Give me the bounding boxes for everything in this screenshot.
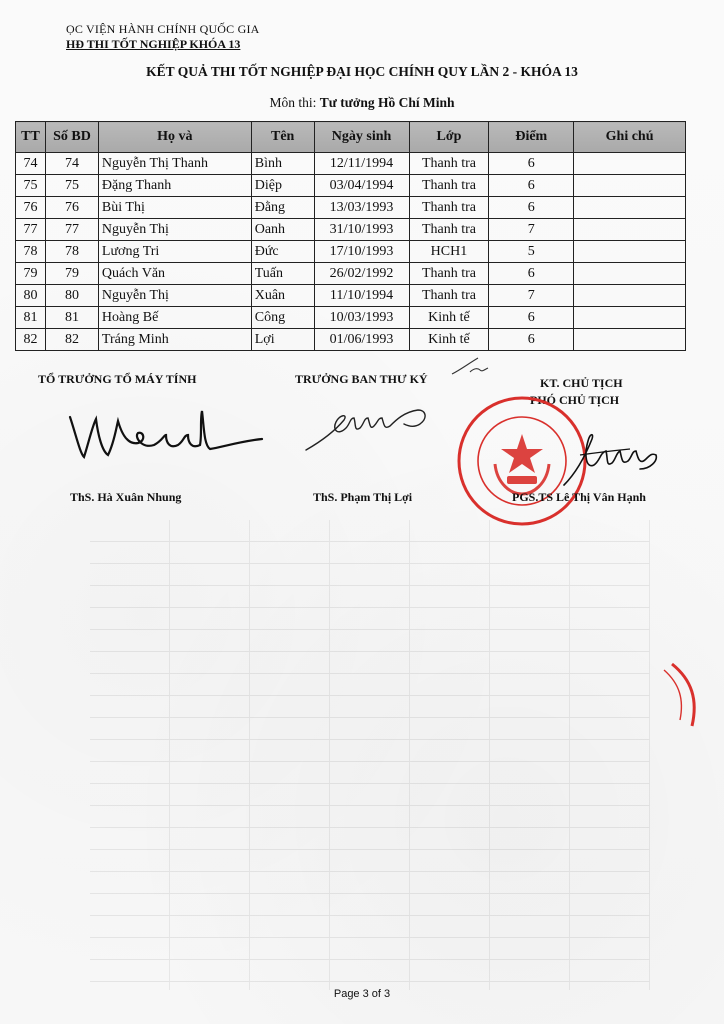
table-cell: 79	[16, 263, 46, 285]
bleed-through-texture	[90, 520, 650, 990]
table-row	[16, 219, 686, 241]
table-cell: Nguyễn Thị Thanh	[98, 153, 251, 175]
table-cell: 03/04/1994	[314, 175, 409, 197]
table-cell	[574, 329, 686, 351]
table-cell	[574, 219, 686, 241]
signer-left-name: ThS. Hà Xuân Nhung	[70, 490, 182, 504]
subject-line	[0, 95, 724, 111]
results-table	[15, 121, 686, 351]
table-row	[16, 329, 686, 351]
table-row	[16, 241, 686, 263]
table-cell: Bùi Thị	[98, 197, 251, 219]
table-cell: 76	[16, 197, 46, 219]
table-cell: Bình	[251, 153, 314, 175]
table-cell: 6	[489, 307, 574, 329]
table-cell: 74	[45, 153, 98, 175]
table-cell	[574, 175, 686, 197]
table-cell: 74	[16, 153, 46, 175]
table-cell: 75	[45, 175, 98, 197]
table-cell: Lợi	[251, 329, 314, 351]
table-cell: 77	[45, 219, 98, 241]
table-cell: 82	[16, 329, 46, 351]
table-cell	[574, 307, 686, 329]
signer-middle-role: TRƯỞNG BAN THƯ KÝ	[295, 372, 428, 386]
column-header: Điểm	[489, 122, 574, 153]
document-title: KẾT QUẢ THI TỐT NGHIỆP ĐẠI HỌC CHÍNH QUY LẦN 2 - KHÓA 13	[146, 64, 578, 79]
table-body	[16, 153, 686, 351]
table-cell: Nguyễn Thị	[98, 219, 251, 241]
table-cell: 6	[489, 263, 574, 285]
subject-label: Môn thi:	[269, 95, 317, 110]
table-cell: Thanh tra	[409, 175, 489, 197]
table-cell: 7	[489, 219, 574, 241]
column-header: Tên	[251, 122, 314, 153]
table-cell: Đằng	[251, 197, 314, 219]
page-number: Page 3 of 3	[333, 988, 391, 1000]
table-row	[16, 175, 686, 197]
table-cell: 6	[489, 175, 574, 197]
column-header: Ghi chú	[574, 122, 686, 153]
table-cell: 10/03/1993	[314, 307, 409, 329]
table-cell	[574, 197, 686, 219]
table-cell: 80	[45, 285, 98, 307]
column-header: Ngày sinh	[314, 122, 409, 153]
table-row	[16, 197, 686, 219]
table-cell: Tráng Minh	[98, 329, 251, 351]
table-cell: 26/02/1992	[314, 263, 409, 285]
table-cell: 31/10/1993	[314, 219, 409, 241]
table-row	[16, 153, 686, 175]
table-cell: Lương Tri	[98, 241, 251, 263]
table-cell: 80	[16, 285, 46, 307]
table-cell: Thanh tra	[409, 263, 489, 285]
table-cell: 78	[45, 241, 98, 263]
signer-right-role-line2: PHÓ CHỦ TỊCH	[530, 393, 620, 407]
table-cell: 13/03/1993	[314, 197, 409, 219]
institution-name: ỌC VIỆN HÀNH CHÍNH QUỐC GIA	[66, 22, 260, 36]
column-header: Số BD	[45, 122, 98, 153]
column-header: TT	[16, 122, 46, 153]
table-cell: Thanh tra	[409, 285, 489, 307]
table-cell: 82	[45, 329, 98, 351]
table-row	[16, 285, 686, 307]
column-header: Họ và	[98, 122, 251, 153]
table-cell: 78	[16, 241, 46, 263]
table-cell: Thanh tra	[409, 153, 489, 175]
seal-fragment-edge-image	[662, 660, 722, 740]
table-cell: 6	[489, 329, 574, 351]
table-cell: 81	[45, 307, 98, 329]
table-cell: Tuấn	[251, 263, 314, 285]
table-cell: 81	[16, 307, 46, 329]
table-cell: Kinh tế	[409, 329, 489, 351]
table-cell	[574, 241, 686, 263]
table-cell: 6	[489, 153, 574, 175]
table-header-row	[16, 122, 686, 153]
table-cell: Oanh	[251, 219, 314, 241]
signer-left-role: TỔ TRƯỞNG TỔ MÁY TÍNH	[38, 372, 197, 386]
signature-left-image	[62, 405, 267, 467]
signer-middle-name: ThS. Phạm Thị Lợi	[313, 490, 413, 504]
table-cell: 75	[16, 175, 46, 197]
table-cell	[574, 153, 686, 175]
table-cell: Quách Văn	[98, 263, 251, 285]
table-cell: Diệp	[251, 175, 314, 197]
table-cell: 5	[489, 241, 574, 263]
table-cell: Xuân	[251, 285, 314, 307]
table-cell: HCH1	[409, 241, 489, 263]
table-cell: 6	[489, 197, 574, 219]
table-cell: Công	[251, 307, 314, 329]
table-cell: 7	[489, 285, 574, 307]
exam-board-name: HĐ THI TỐT NGHIỆP KHÓA 13	[66, 37, 241, 51]
signature-middle-image	[300, 398, 440, 458]
table-cell: 11/10/1994	[314, 285, 409, 307]
table-cell: 77	[16, 219, 46, 241]
table-cell: 01/06/1993	[314, 329, 409, 351]
table-cell: Hoàng Bế	[98, 307, 251, 329]
table-cell: Đức	[251, 241, 314, 263]
signer-right-role-line1: KT. CHỦ TỊCH	[540, 376, 623, 390]
signature-right-image	[560, 425, 660, 495]
table-cell	[574, 263, 686, 285]
column-header: Lớp	[409, 122, 489, 153]
table-cell: Thanh tra	[409, 197, 489, 219]
signer-right-name: PGS.TS Lê Thị Vân Hạnh	[512, 490, 646, 504]
table-row	[16, 263, 686, 285]
table-cell: 17/10/1993	[314, 241, 409, 263]
table-cell: 79	[45, 263, 98, 285]
table-cell: Nguyễn Thị	[98, 285, 251, 307]
initials-mark-image	[450, 356, 490, 378]
table-row	[16, 307, 686, 329]
subject-value: Tư tưởng Hồ Chí Minh	[319, 95, 455, 110]
table-cell: Kinh tế	[409, 307, 489, 329]
table-cell: Đặng Thanh	[98, 175, 251, 197]
table-cell: 76	[45, 197, 98, 219]
table-cell: 12/11/1994	[314, 153, 409, 175]
table-cell	[574, 285, 686, 307]
table-cell: Thanh tra	[409, 219, 489, 241]
